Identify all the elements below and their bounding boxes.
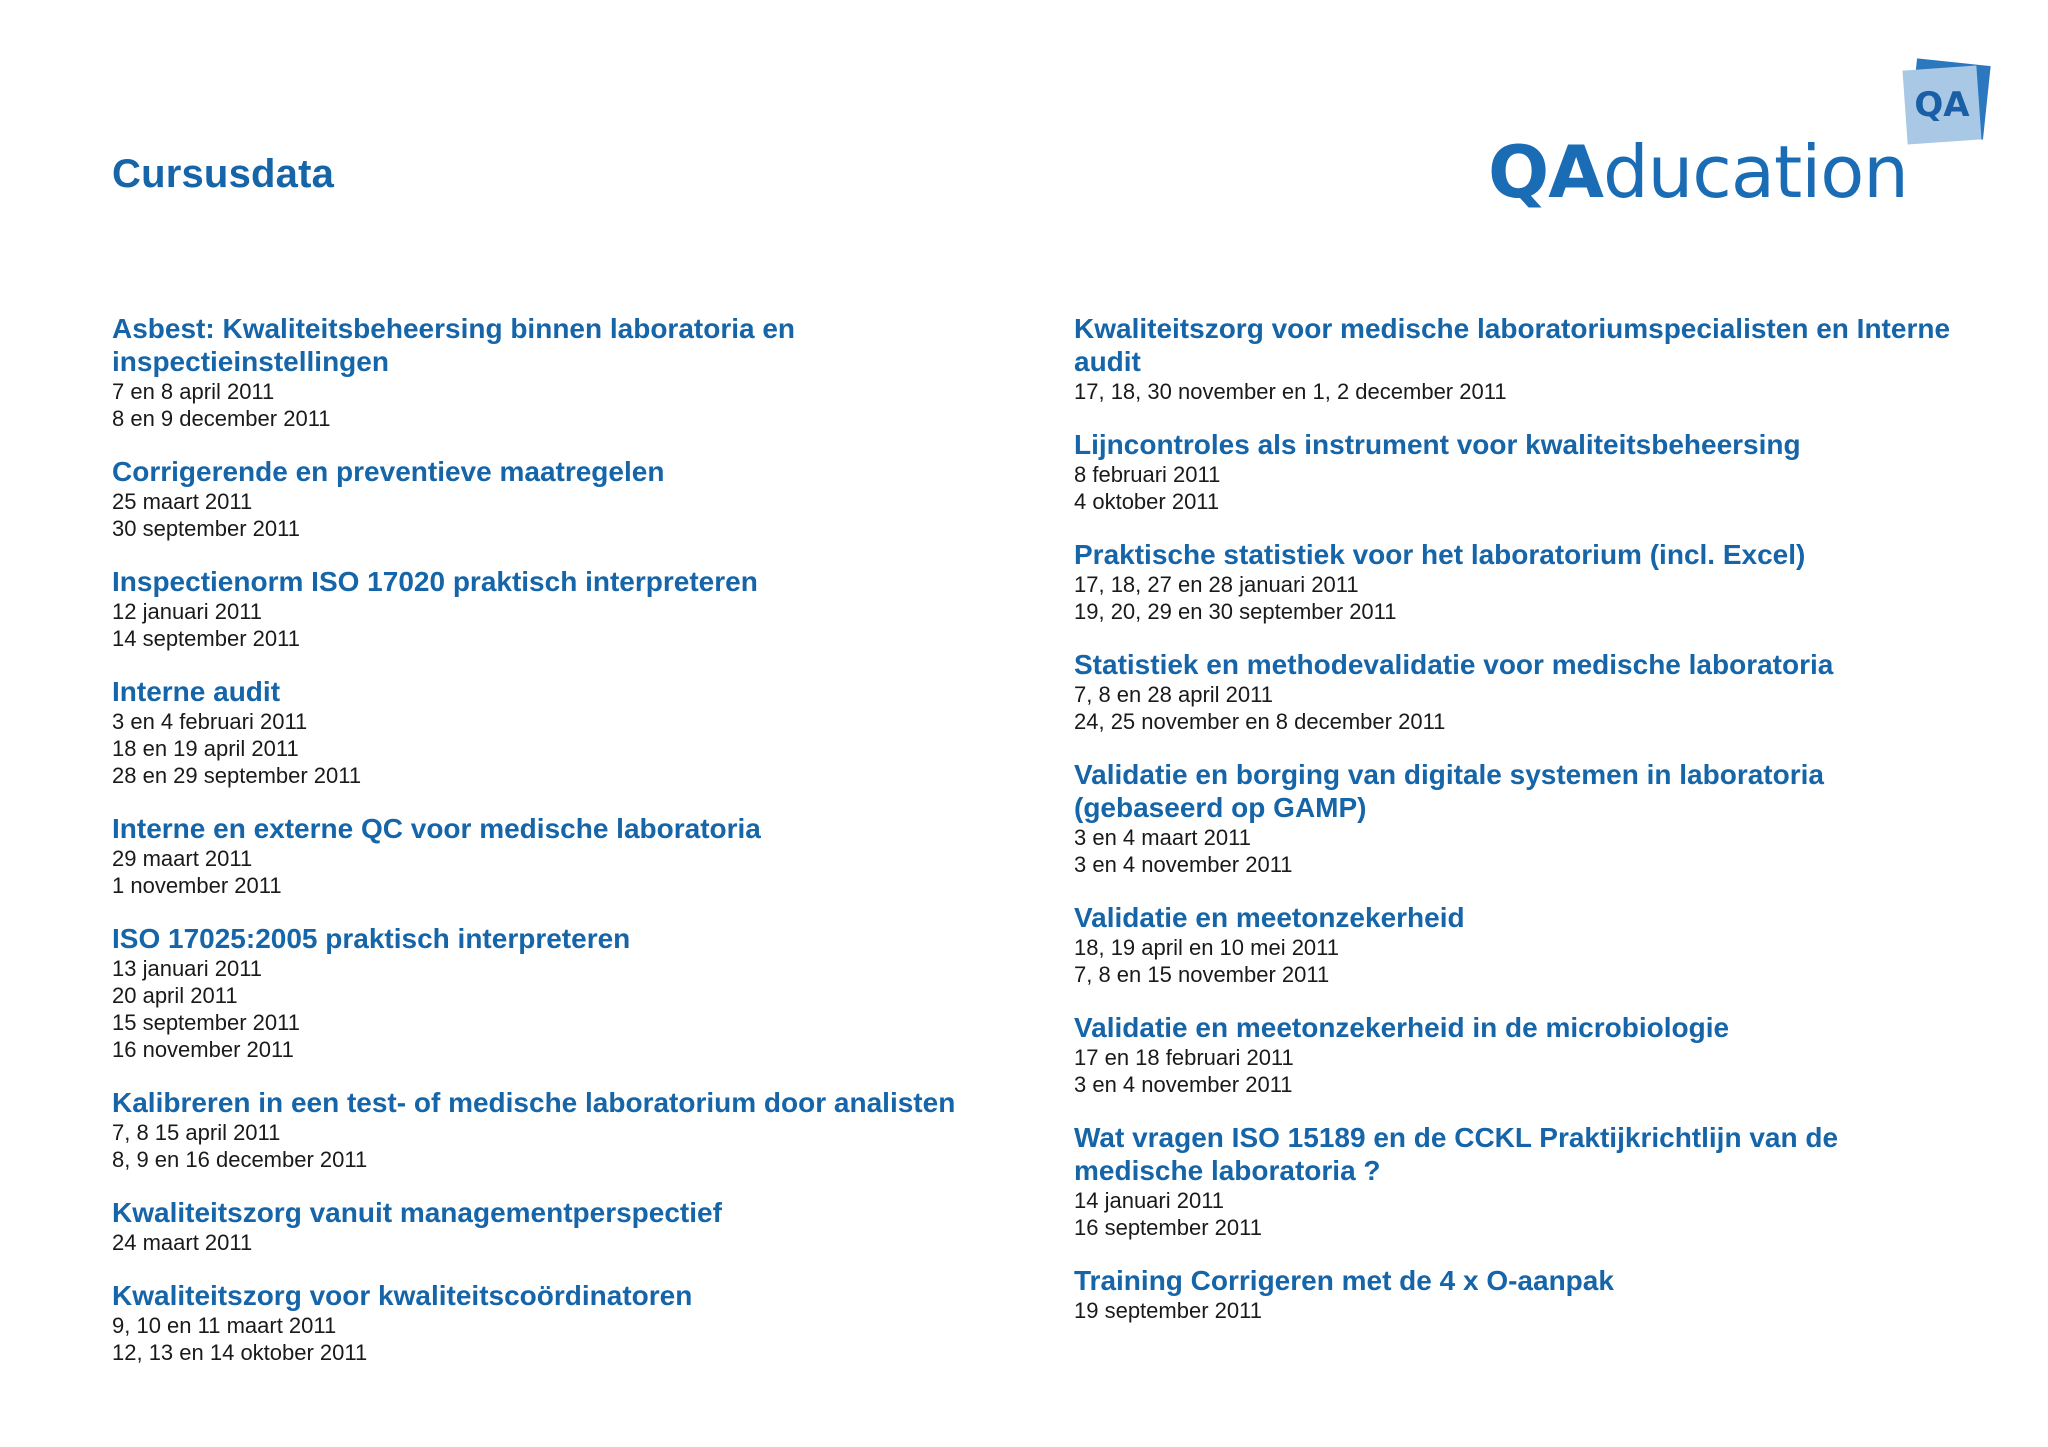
qaducation-logo — [1480, 56, 1980, 214]
course-date: 1 november 2011 — [112, 873, 282, 898]
course-title: Validatie en meetonzekerheid in de microbiologie — [1074, 1012, 1730, 1043]
course-item — [112, 312, 1012, 432]
course-item — [112, 1086, 1012, 1173]
course-item — [1074, 1264, 1974, 1324]
course-date: 25 maart 2011 — [112, 489, 253, 514]
course-date: 28 en 29 september 2011 — [112, 763, 362, 788]
course-item — [112, 565, 1012, 652]
course-date: 16 september 2011 — [1074, 1215, 1262, 1240]
course-date: 19 september 2011 — [1074, 1298, 1262, 1323]
course-date: 13 januari 2011 — [112, 956, 263, 981]
course-date: 4 oktober 2011 — [1074, 489, 1220, 514]
course-item — [1074, 312, 1974, 405]
course-item — [1074, 1121, 1974, 1241]
course-date: 15 september 2011 — [112, 1010, 300, 1035]
course-date: 17, 18, 30 november en 1, 2 december 2011 — [1074, 379, 1507, 404]
course-date: 12 januari 2011 — [112, 599, 263, 624]
course-title: Praktische statistiek voor het laboratorium (incl. Excel) — [1074, 539, 1806, 570]
course-title: Validatie en borging van digitale systemen in laboratoria (gebaseerd op GAMP) — [1074, 759, 1824, 823]
course-column-right — [1074, 312, 1974, 1347]
qa-badge-icon — [1895, 58, 1991, 148]
course-date: 8 en 9 december 2011 — [112, 406, 331, 431]
course-item — [112, 922, 1012, 1063]
course-date: 7, 8 15 april 2011 — [112, 1120, 281, 1145]
course-title: Kwaliteitszorg vanuit managementperspectief — [112, 1197, 722, 1228]
course-title: Kwaliteitszorg voor medische laboratoriumspecialisten en Interne audit — [1074, 313, 1951, 377]
course-date: 7, 8 en 15 november 2011 — [1074, 962, 1330, 987]
logo-wordmark — [1488, 130, 1908, 214]
course-date: 9, 10 en 11 maart 2011 — [112, 1313, 337, 1338]
course-date: 7, 8 en 28 april 2011 — [1074, 682, 1273, 707]
course-date: 17 en 18 februari 2011 — [1074, 1045, 1294, 1070]
course-item — [1074, 428, 1974, 515]
course-date: 14 januari 2011 — [1074, 1188, 1225, 1213]
course-date: 3 en 4 november 2011 — [1074, 1072, 1293, 1097]
course-date: 3 en 4 maart 2011 — [1074, 825, 1251, 850]
course-item — [1074, 758, 1974, 878]
course-title: Kalibreren in een test- of medische laboratorium door analisten — [112, 1087, 956, 1118]
course-title: Wat vragen ISO 15189 en de CCKL Praktijkrichtlijn van de medische laboratoria ? — [1074, 1122, 1839, 1186]
course-date: 3 en 4 februari 2011 — [112, 709, 308, 734]
course-title: Asbest: Kwaliteitsbeheersing binnen laboratoria en inspectieinstellingen — [112, 313, 796, 377]
course-date: 8 februari 2011 — [1074, 462, 1221, 487]
course-item — [1074, 538, 1974, 625]
course-item — [112, 1196, 1012, 1256]
logo-wordmark-bold: QA — [1488, 130, 1603, 214]
course-title: Lijncontroles als instrument voor kwaliteitsbeheersing — [1074, 429, 1801, 460]
course-title: Corrigerende en preventieve maatregelen — [112, 456, 665, 487]
page-title: Cursusdata — [112, 152, 335, 196]
course-item — [1074, 648, 1974, 735]
course-date: 16 november 2011 — [112, 1037, 294, 1062]
qa-badge-text: QA — [1914, 85, 1970, 125]
course-item — [112, 1279, 1012, 1366]
course-date: 30 september 2011 — [112, 516, 300, 541]
course-item — [1074, 1011, 1974, 1098]
course-date: 19, 20, 29 en 30 september 2011 — [1074, 599, 1397, 624]
course-column-left — [112, 312, 1012, 1389]
course-title: Interne en externe QC voor medische laboratoria — [112, 813, 761, 844]
course-title: Validatie en meetonzekerheid — [1074, 902, 1465, 933]
course-date: 18, 19 april en 10 mei 2011 — [1074, 935, 1339, 960]
course-title: Interne audit — [112, 676, 281, 707]
course-date: 7 en 8 april 2011 — [112, 379, 275, 404]
course-title: Kwaliteitszorg voor kwaliteitscoördinatoren — [112, 1280, 693, 1311]
course-item — [112, 812, 1012, 899]
course-date: 14 september 2011 — [112, 626, 300, 651]
course-date: 24, 25 november en 8 december 2011 — [1074, 709, 1446, 734]
course-date: 18 en 19 april 2011 — [112, 736, 299, 761]
course-title: Inspectienorm ISO 17020 praktisch interpreteren — [112, 566, 758, 597]
course-date: 17, 18, 27 en 28 januari 2011 — [1074, 572, 1359, 597]
course-item — [112, 455, 1012, 542]
course-title: Statistiek en methodevalidatie voor medische laboratoria — [1074, 649, 1834, 680]
course-date: 20 april 2011 — [112, 983, 238, 1008]
course-date: 24 maart 2011 — [112, 1230, 253, 1255]
course-item — [112, 675, 1012, 789]
course-date: 3 en 4 november 2011 — [1074, 852, 1293, 877]
course-date: 29 maart 2011 — [112, 846, 253, 871]
course-date: 12, 13 en 14 oktober 2011 — [112, 1340, 368, 1365]
logo-wordmark-rest: ducation — [1602, 130, 1908, 214]
course-date: 8, 9 en 16 december 2011 — [112, 1147, 368, 1172]
course-item — [1074, 901, 1974, 988]
course-title: Training Corrigeren met de 4 x O-aanpak — [1074, 1265, 1614, 1296]
course-title: ISO 17025:2005 praktisch interpreteren — [112, 923, 631, 954]
